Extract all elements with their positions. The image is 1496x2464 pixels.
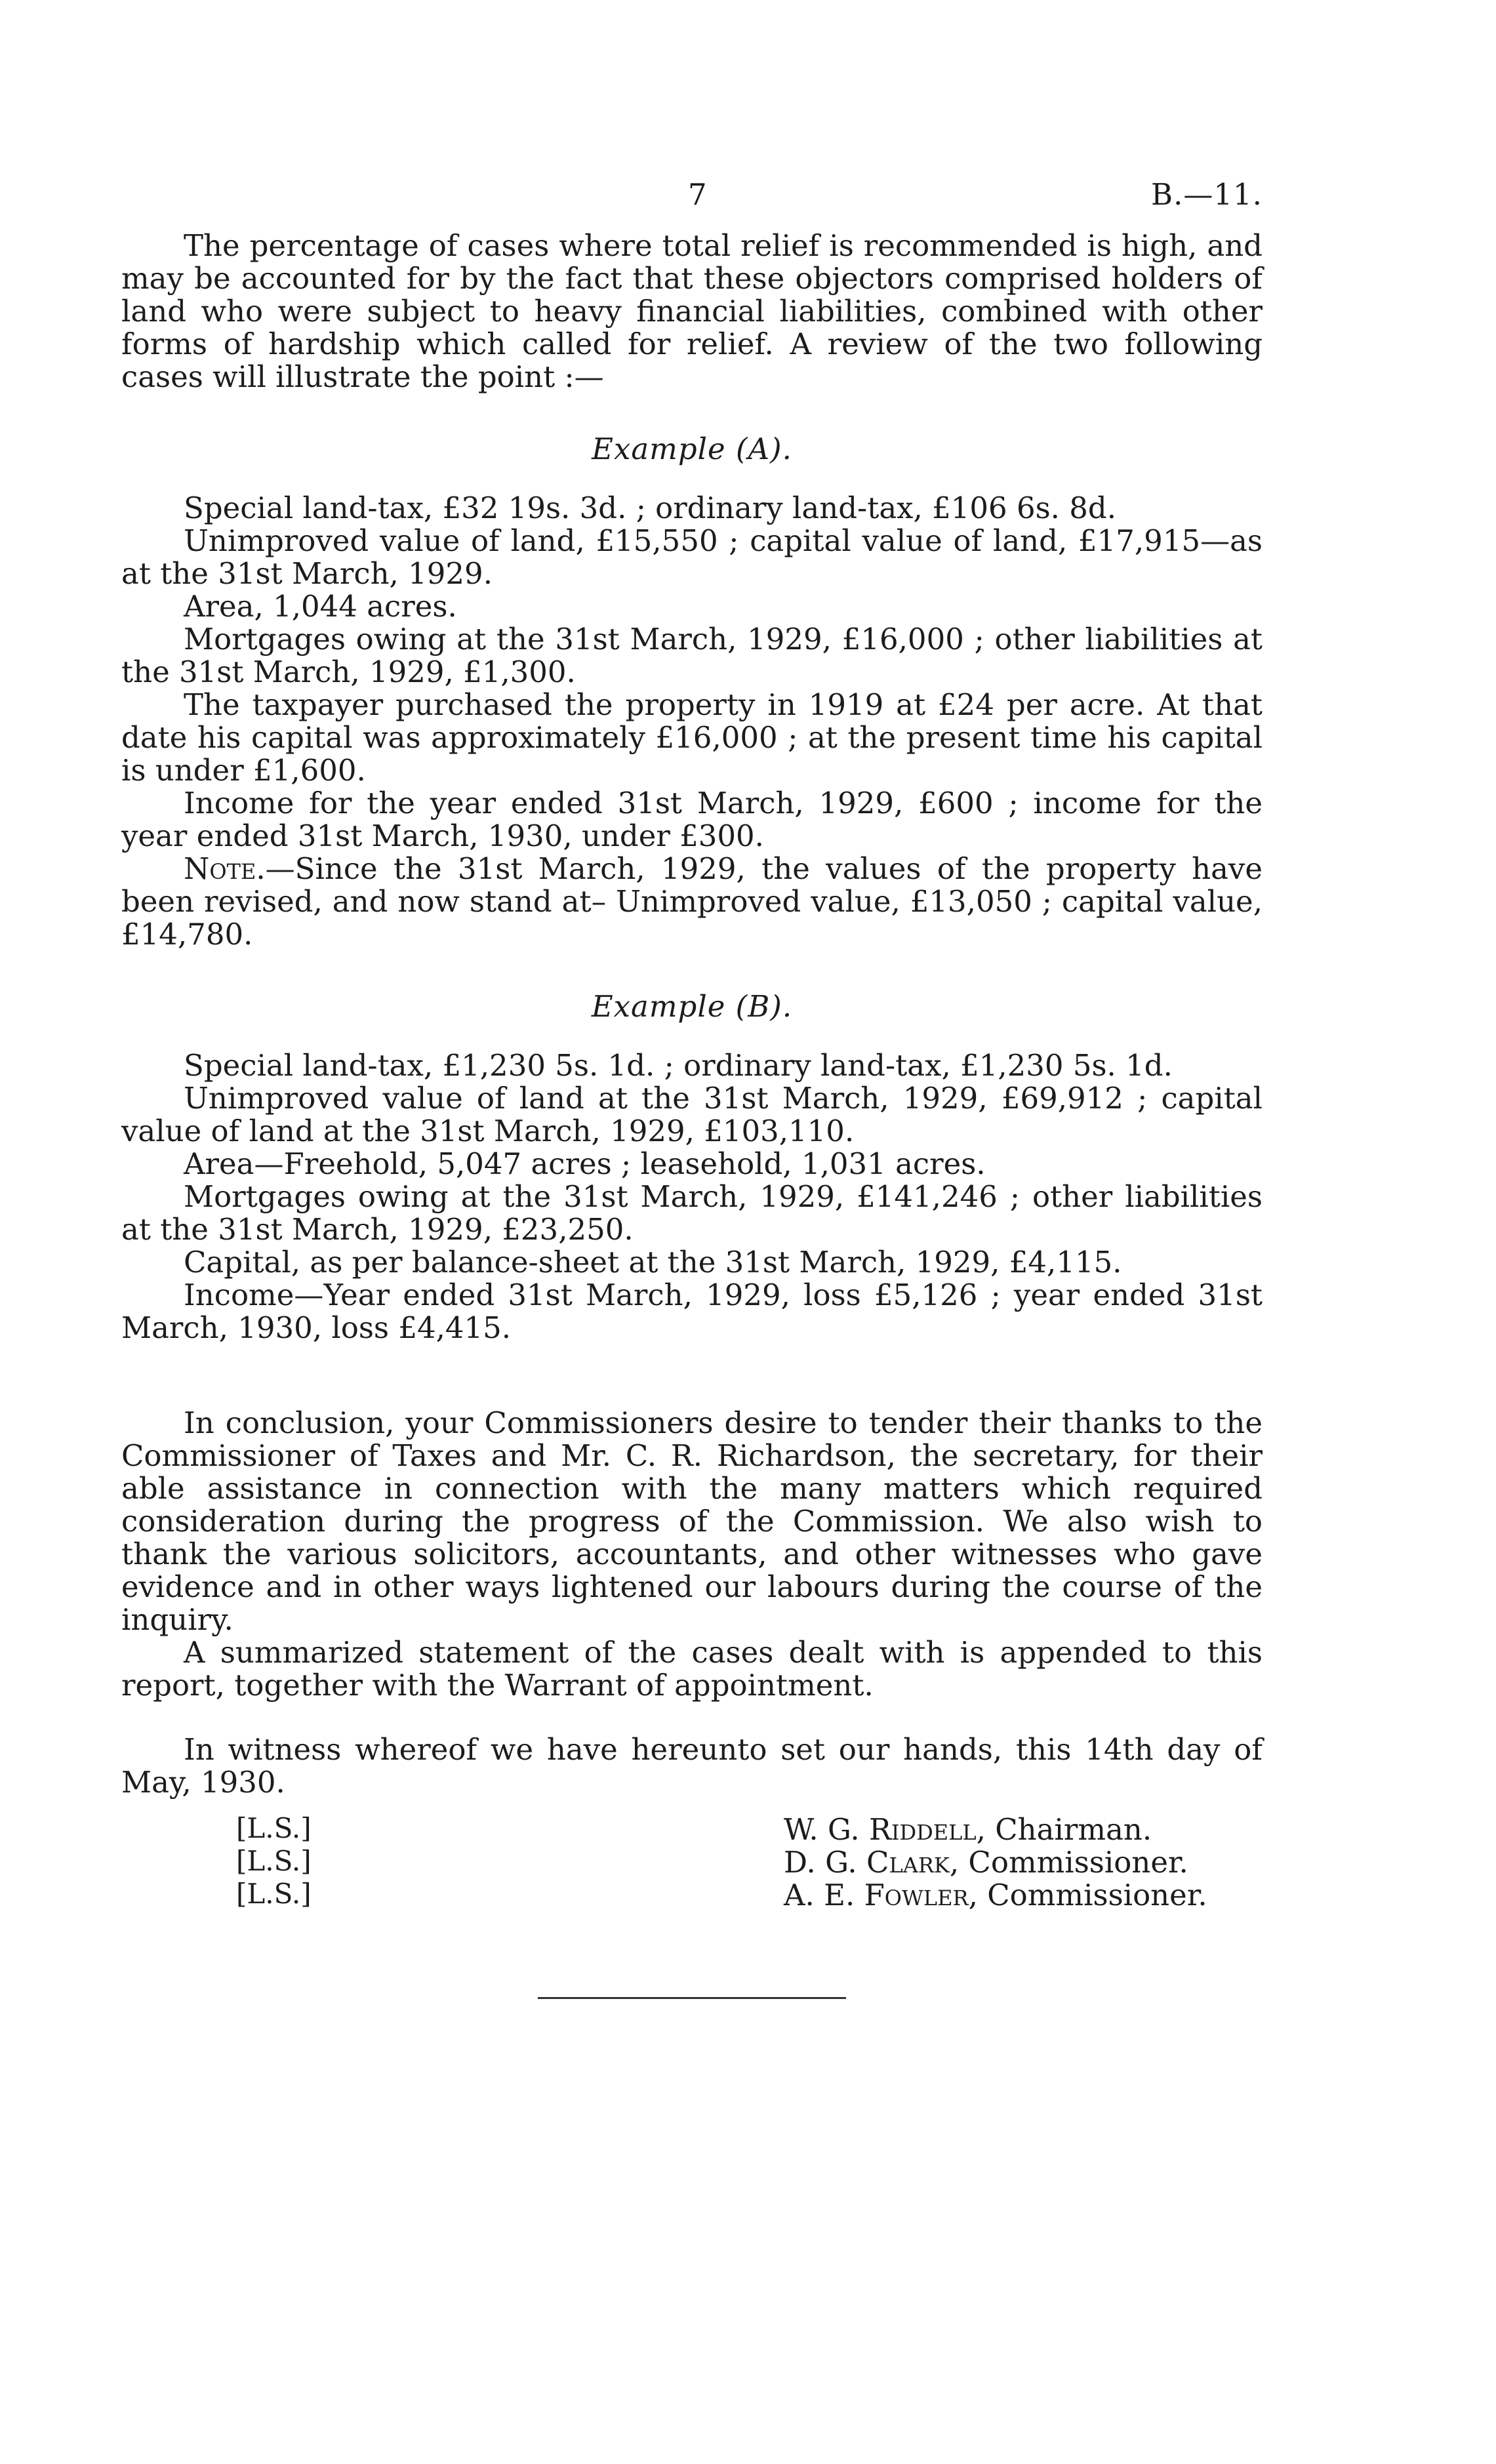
seal-mark: [L.S.]: [236, 1878, 312, 1910]
seal-mark: [L.S.]: [236, 1845, 312, 1877]
signatory-role: , Chairman.: [976, 1812, 1152, 1847]
example-b-heading: Example (B).: [591, 989, 793, 1024]
note-text: —Since the 31st March, 1929, the values of the property have been revised, and now stand at– Unimproved value, £13,050 ; capital value, £14,780.: [121, 851, 1263, 952]
document-reference: B.—11.: [1151, 177, 1263, 212]
signatory-commissioner: [784, 1845, 1188, 1880]
example-b-line: Income—Year ended 31st March, 1929, loss £5,126 ; year ended 31st March, 1930, loss £4,415.: [121, 1278, 1263, 1345]
page-header: [121, 177, 1263, 223]
example-a-line: Income for the year ended 31st March, 1929, £600 ; income for the year ended 31st March, 1930, under £300.: [121, 786, 1263, 853]
seal-mark: [L.S.]: [236, 1812, 312, 1844]
example-b-line: Mortgages owing at the 31st March, 1929, £141,246 ; other liabilities at the 31st March, 1929, £23,250.: [121, 1179, 1263, 1247]
conclusion-paragraph: A summarized statement of the cases dealt with is appended to this report, together with the Warrant of appointment.: [121, 1635, 1263, 1703]
example-b-line: Special land-tax, £1,230 5s. 1d. ; ordinary land-tax, £1,230 5s. 1d.: [184, 1048, 1173, 1083]
example-a-note: [121, 853, 1263, 951]
note-label: Note.: [184, 851, 266, 886]
signatory-name: D. G. Clark: [784, 1845, 950, 1880]
example-a-line: Special land-tax, £32 19s. 3d. ; ordinary land-tax, £106 6s. 8d.: [184, 491, 1117, 525]
example-b-line: Capital, as per balance-sheet at the 31st March, 1929, £4,115.: [184, 1245, 1122, 1280]
example-a-line: The taxpayer purchased the property in 1919 at £24 per acre. At that date his capital was approximately £16,000 ; at the present time his capital is under £1,600.: [121, 687, 1263, 788]
document-page: [121, 177, 1263, 1910]
signatory-role: , Commissioner.: [949, 1845, 1188, 1880]
example-a-heading: Example (A).: [592, 432, 792, 466]
intro-paragraph: The percentage of cases where total relief is recommended is high, and may be accounted for by the fact that these objectors comprised holders of land who were subject to heavy financial liabilities, combined with other forms of hardship which called for relief. A review of the two following cases will illustrate the point :—: [121, 228, 1263, 394]
witness-paragraph: In witness whereof we have hereunto set our hands, this 14th day of May, 1930.: [121, 1732, 1263, 1800]
page-number: 7: [688, 177, 707, 212]
signatory-name: A. E. Fowler: [784, 1878, 969, 1912]
conclusion-paragraph: In conclusion, your Commissioners desire to tender their thanks to the Commissioner of Taxes and Mr. C. R. Richardson, the secretary, for their able assistance in connection with the many matters which required consideration during the progress of the Commission. We also wish to thank the various solicitors, accountants, and other witnesses who gave evidence and in other ways lightened our labours during the course of the inquiry.: [121, 1405, 1263, 1637]
signatory-role: , Commissioner.: [968, 1878, 1207, 1912]
signatory-name: W. G. Riddell: [784, 1812, 977, 1847]
closing-rule: [538, 1997, 846, 1999]
example-a-line: Mortgages owing at the 31st March, 1929, £16,000 ; other liabilities at the 31st March, 1929, £1,300.: [121, 622, 1263, 689]
example-b-line: Area—Freehold, 5,047 acres ; leasehold, 1,031 acres.: [184, 1146, 986, 1181]
example-a-line: Area, 1,044 acres.: [184, 589, 457, 624]
signature-block: [121, 1812, 1263, 1910]
example-b-line: Unimproved value of land at the 31st March, 1929, £69,912 ; capital value of land at the 31st March, 1929, £103,110.: [121, 1081, 1263, 1148]
example-a-line: Unimproved value of land, £15,550 ; capital value of land, £17,915—as at the 31st March, 1929.: [121, 523, 1263, 591]
signatory-chairman: [784, 1812, 1152, 1847]
signatory-commissioner: [784, 1878, 1207, 1912]
